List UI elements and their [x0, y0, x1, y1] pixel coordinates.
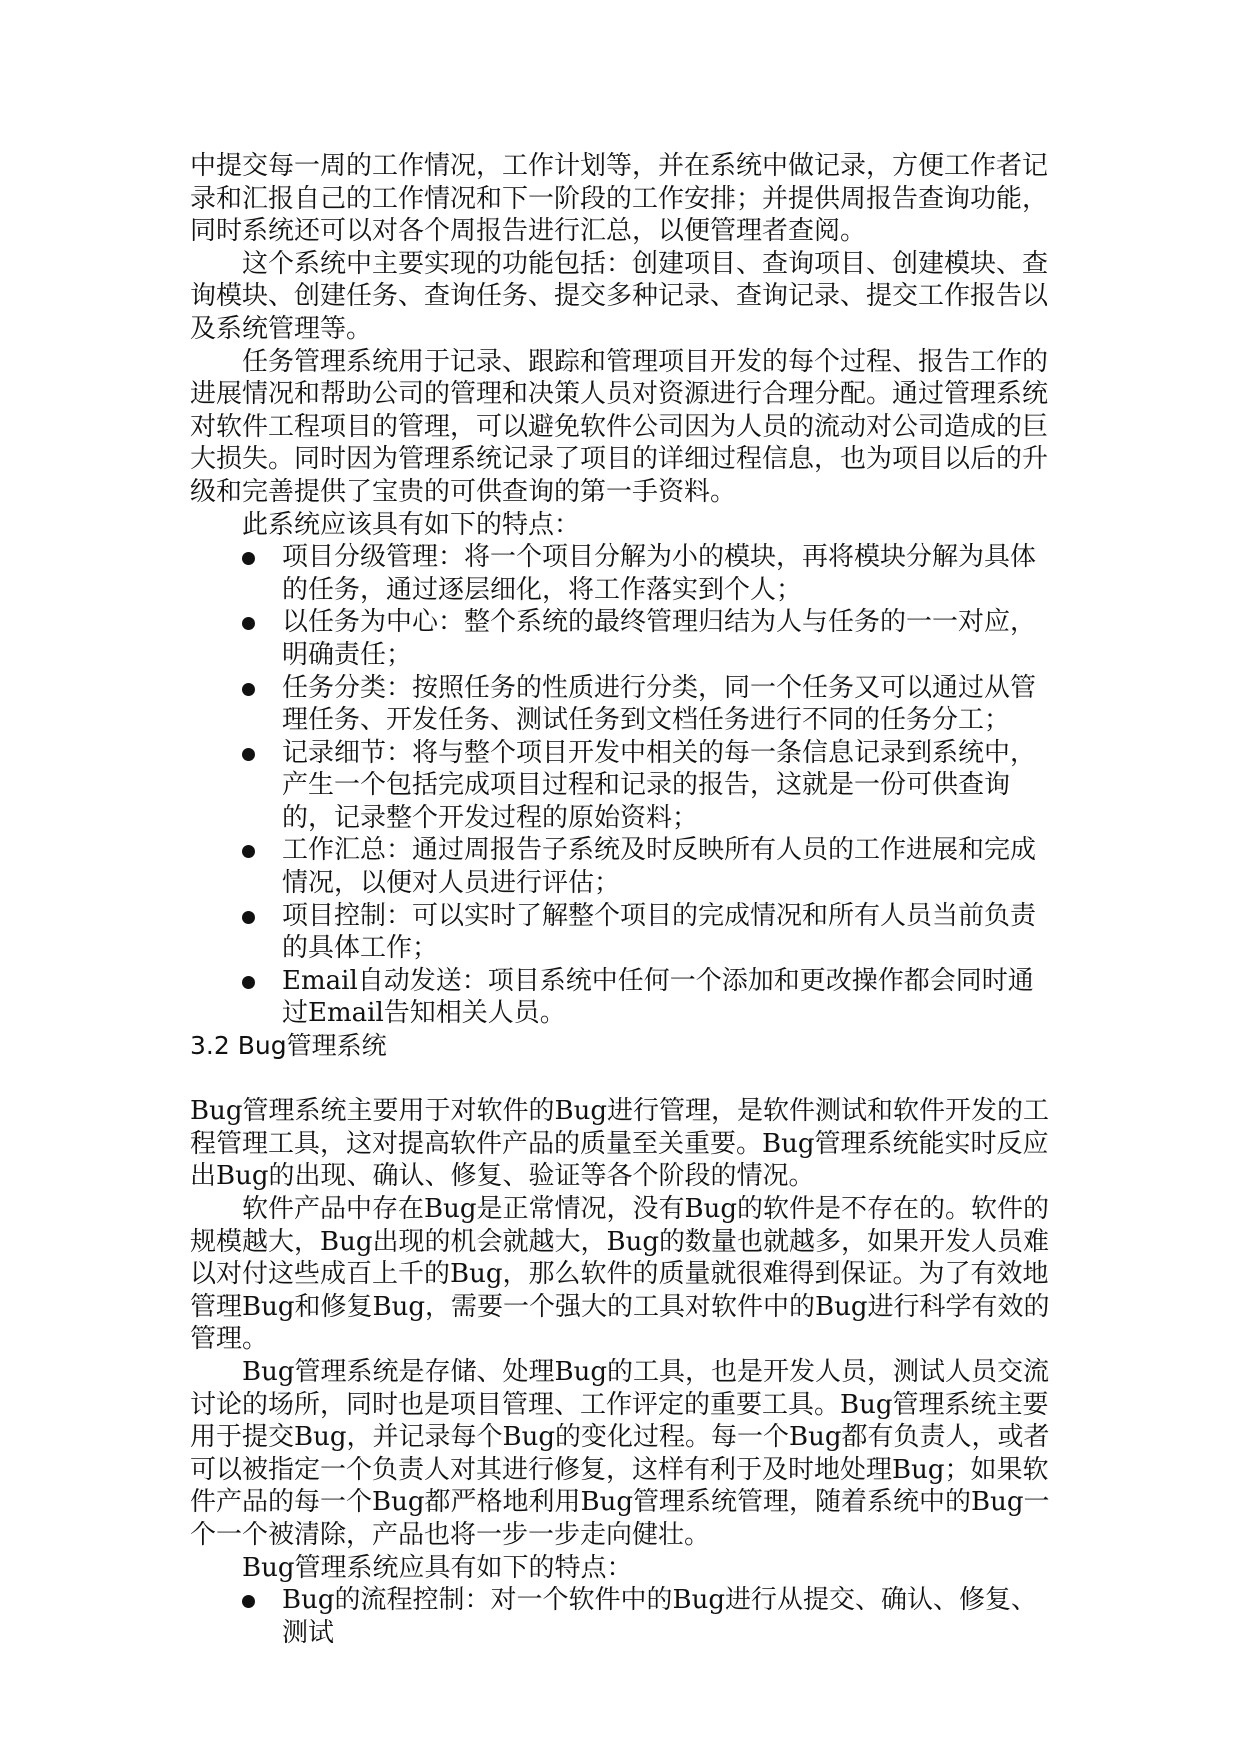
bullet-icon: [242, 1595, 255, 1608]
paragraph: 软件产品中存在Bug是正常情况，没有Bug的软件是不存在的。软件的规模越大，Bug出现的机会就越大，Bug的数量也就越多，如果开发人员难以对付这些成百上千的Bug，那么软件的质量就很难得到保证。为了有效地管理Bug和修复Bug，需要一个强大的工具对软件中的Bug进行科学有效的管理。: [190, 1194, 1050, 1355]
list-item: [190, 900, 1055, 965]
list-item-text: 项目控制：可以实时了解整个项目的完成情况和所有人员当前负责的具体工作；: [282, 900, 1037, 964]
paragraph: Bug管理系统应具有如下的特点：: [242, 1552, 633, 1583]
paragraph: 中提交每一周的工作情况，工作计划等，并在系统中做记录，方便工作者记录和汇报自己的工作情况和下一阶段的工作安排；并提供周报告查询功能，同时系统还可以对各个周报告进行汇总，以便管理者查阅。: [190, 151, 1049, 247]
bullet-icon: [242, 911, 255, 924]
paragraph: Bug管理系统主要用于对软件的Bug进行管理，是软件测试和软件开发的工程管理工具，这对提高软件产品的质量至关重要。Bug管理系统能实时反应出Bug的出现、确认、修复、验证等各个阶段的情况。: [190, 1096, 1049, 1192]
feature-list: [190, 1584, 1055, 1649]
paragraph: 这个系统中主要实现的功能包括：创建项目、查询项目、创建模块、查询模块、创建任务、查询任务、提交多种记录、查询记录、提交工作报告以及系统管理等。: [190, 248, 1049, 344]
list-item: [190, 1584, 1055, 1649]
bullet-icon: [242, 976, 255, 989]
document-page: [190, 150, 1055, 1649]
list-item: [190, 965, 1055, 1030]
list-item-text: Bug的流程控制：对一个软件中的Bug进行从提交、确认、修复、测试: [282, 1585, 1037, 1648]
bullet-icon: [242, 845, 255, 858]
paragraph: 任务管理系统用于记录、跟踪和管理项目开发的每个过程、报告工作的进展情况和帮助公司的管理和决策人员对资源进行合理分配。通过管理系统对软件工程项目的管理，可以避免软件公司因为人员的流动对公司造成的巨大损失。同时因为管理系统记录了项目的详细过程信息，也为项目以后的升级和完善提供了宝贵的可供查询的第一手资料。: [190, 346, 1049, 507]
list-item-text: 工作汇总：通过周报告子系统及时反映所有人员的工作进展和完成情况，以便对人员进行评估；: [282, 835, 1037, 899]
list-item-text: 记录细节：将与整个项目开发中相关的每一条信息记录到系统中，产生一个包括完成项目过程和记录的报告，这就是一份可供查询的，记录整个开发过程的原始资料；: [282, 737, 1037, 833]
paragraph: 此系统应该具有如下的特点：: [242, 509, 581, 540]
paragraph: Bug管理系统是存储、处理Bug的工具，也是开发人员，测试人员交流讨论的场所，同时也是项目管理、工作评定的重要工具。Bug管理系统主要用于提交Bug，并记录每个Bug的变化过程。每一个Bug都有负责人，或者可以被指定一个负责人对其进行修复，这样有利于及时地处理Bug；如果软件产品的每一个Bug都严格地利用Bug管理系统管理，随着系统中的Bug一个一个被清除，产品也将一步一步走向健壮。: [190, 1356, 1050, 1550]
list-item-text: Email自动发送：项目系统中任何一个添加和更改操作都会同时通过Email告知相关人员。: [282, 965, 1034, 1029]
list-item-text: 以任务为中心：整个系统的最终管理归结为人与任务的一一对应，明确责任；: [282, 607, 1037, 670]
list-item: [190, 737, 1055, 835]
bullet-icon: [242, 617, 255, 630]
bullet-icon: [242, 748, 255, 761]
list-item: [190, 672, 1055, 737]
list-item: [190, 541, 1055, 606]
list-item: [190, 606, 1055, 671]
bullet-icon: [242, 683, 255, 696]
bullet-icon: [242, 552, 255, 565]
section-heading: 3.2 Bug管理系统: [190, 1031, 387, 1061]
list-item: [190, 834, 1055, 899]
list-item-text: 任务分类：按照任务的性质进行分类，同一个任务又可以通过从管理任务、开发任务、测试任务到文档任务进行不同的任务分工；: [282, 672, 1037, 736]
list-item-text: 项目分级管理：将一个项目分解为小的模块，再将模块分解为具体的任务，通过逐层细化，将工作落实到个人；: [282, 542, 1037, 605]
feature-list: [190, 541, 1055, 1030]
